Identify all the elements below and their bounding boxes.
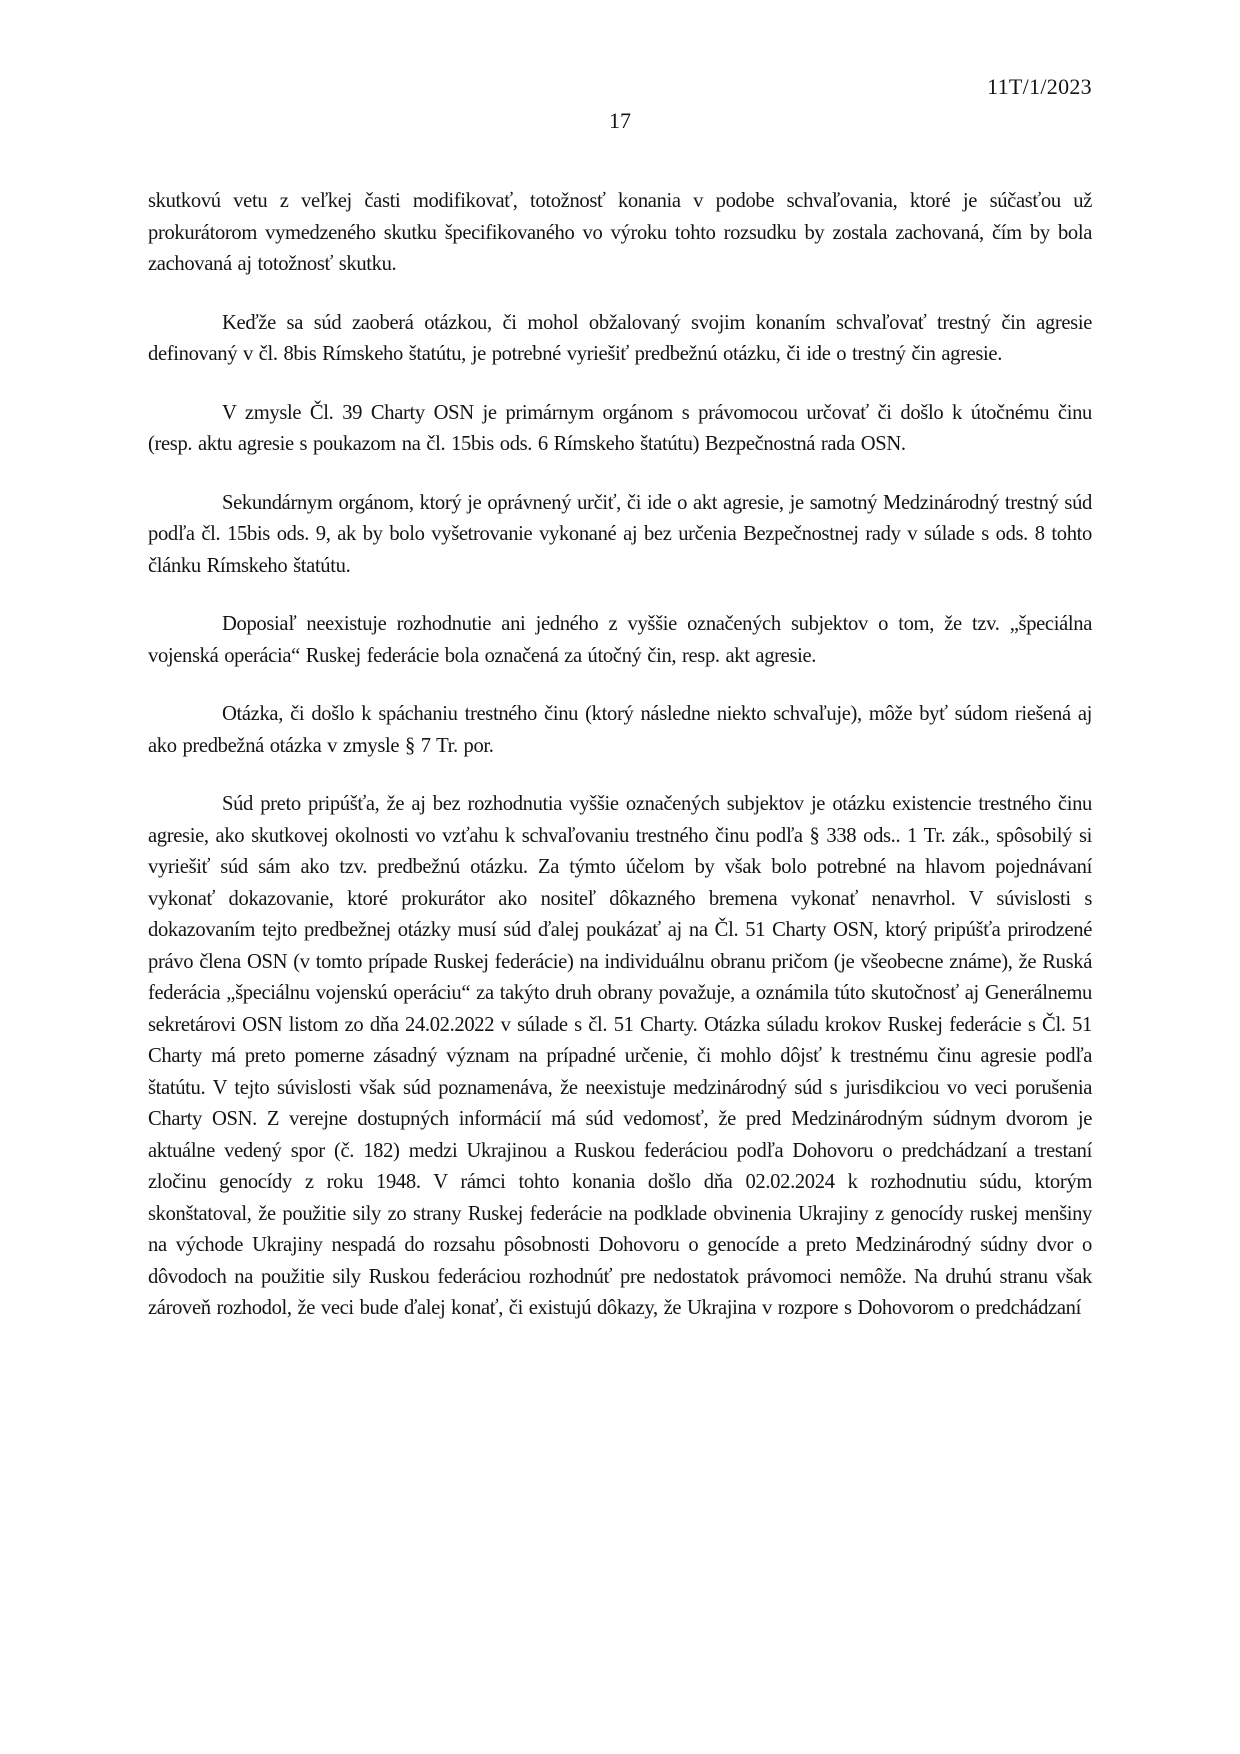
paragraph-3: V zmysle Čl. 39 Charty OSN je primárnym orgánom s právomocou určovať či došlo k útočnému činu (resp. aktu agresie s poukazom na čl. 15bis ods. 6 Rímskeho štatútu) Bezpečnostná rada OSN. — [148, 401, 1092, 455]
document-body — [148, 186, 1092, 1352]
paragraph-7: Súd preto pripúšťa, že aj bez rozhodnutia vyššie označených subjektov je otázku existencie trestného činu agresie, ako skutkovej okolnosti vo vzťahu k schvaľovaniu trestného činu podľa § 338 ods.. 1 Tr. zák., spôsobilý si vyriešiť súd sám ako tzv. predbežnú otázku. Za týmto účelom by však bolo potrebné na hlavom pojednávaní vykonať dokazovanie, ktoré prokurátor ako nositeľ dôkazného bremena vykonať nenavrhol. V súvislosti s dokazovaním tejto predbežnej otázky musí súd ďalej poukázať aj na Čl. 51 Charty OSN, ktorý pripúšťa prirodzené právo člena OSN (v tomto prípade Ruskej federácie) na individuálnu obranu pričom (je všeobecne známe), že Ruská federácia „špeciálnu vojenskú operáciu“ za takýto druh obrany považuje, a oznámila túto skutočnosť aj Generálnemu sekretárovi OSN listom zo dňa 24.02.2022 v súlade s čl. 51 Charty. Otázka súladu krokov Ruskej federácie s Čl. 51 Charty má preto pomerne zásadný význam na prípadné určenie, či mohlo dôjsť k trestnému činu agresie podľa štatútu. V tejto súvislosti však súd poznamenáva, že neexistuje medzinárodný súd s jurisdikciou vo veci porušenia Charty OSN. Z verejne dostupných informácií má súd vedomosť, že pred Medzinárodným súdnym dvorom je aktuálne vedený spor (č. 182) medzi Ukrajinou a Ruskou federáciou podľa Dohovoru o predchádzaní a trestaní zločinu genocídy z roku 1948. V rámci tohto konania došlo dňa 02.02.2024 k rozhodnutiu súdu, ktorým skonštatoval, že použitie sily zo strany Ruskej federácie na podklade obvinenia Ukrajiny z genocídy ruskej menšiny na východe Ukrajiny nespadá do rozsahu pôsobnosti Dohovoru o genocíde a preto Medzinárodný súdny dvor o dôvodoch na použitie sily Ruskou federáciou rozhodnúť pre nedostatok právomoci nemôže. Na druhú stranu však zároveň rozhodol, že veci bude ďalej konať, či existujú dôkazy, že Ukrajina v rozpore s Dohovorom o predchádzaní — [148, 793, 1092, 1319]
paragraph-1: skutkovú vetu z veľkej časti modifikovať, totožnosť konania v podobe schvaľovania, ktoré je súčasťou už prokurátorom vymedzeného skutku špecifikovaného vo výroku tohto rozsudku by zostala zachovaná, čím by bola zachovaná aj totožnosť skutku. — [148, 190, 1092, 275]
page-number: 17 — [609, 108, 631, 133]
paragraph-5: Doposiaľ neexistuje rozhodnutie ani jedného z vyššie označených subjektov o tom, že tzv. „špeciálna vojenská operácia“ Ruskej federácie bola označená za útočný čin, resp. akt agresie. — [148, 613, 1092, 667]
paragraph-4: Sekundárnym orgánom, ktorý je oprávnený určiť, či ide o akt agresie, je samotný Medzinárodný trestný súd podľa čl. 15bis ods. 9, ak by bolo vyšetrovanie vykonané aj bez určenia Bezpečnostnej rady v súlade s ods. 8 tohto článku Rímskeho štatútu. — [148, 491, 1092, 577]
case-number: 11T/1/2023 — [987, 74, 1092, 99]
paragraph-2: Keďže sa súd zaoberá otázkou, či mohol obžalovaný svojim konaním schvaľovať trestný čin agresie definovaný v čl. 8bis Rímskeho štatútu, je potrebné vyriešiť predbežnú otázku, či ide o trestný čin agresie. — [148, 311, 1092, 365]
paragraph-6: Otázka, či došlo k spáchaniu trestného činu (ktorý následne niekto schvaľuje), môže byť súdom riešená aj ako predbežná otázka v zmysle § 7 Tr. por. — [148, 703, 1092, 757]
